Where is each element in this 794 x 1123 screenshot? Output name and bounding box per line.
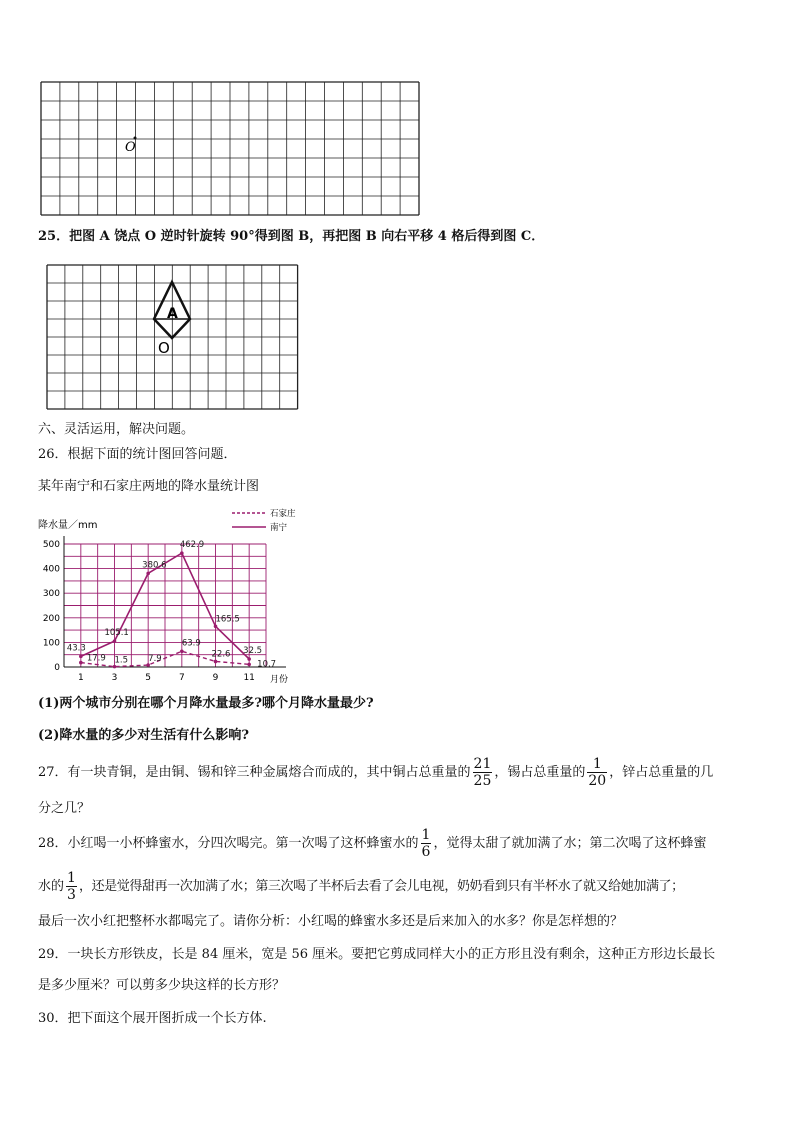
chart-data-label: 22.6: [211, 649, 231, 660]
question-27-text-3: ，锌占总重量的几: [609, 765, 714, 780]
question-27-text-2: ，锡占总重量的: [494, 765, 586, 780]
question-28-text-2: ，觉得太甜了就加满了水；第二次喝了这杯蜂蜜: [433, 836, 707, 851]
chart-data-point: [214, 660, 218, 664]
question-27-line-2: 分之几？: [38, 801, 91, 816]
fraction-denominator: 6: [421, 844, 431, 860]
fraction-denominator: 20: [588, 773, 607, 789]
fraction-1-3: [66, 870, 77, 903]
question-28-text-4: ，还是觉得甜再一次加满了水；第三次喝了半杯后去看了会儿电视，奶奶看到只有半杯水了就又给她加满了；: [78, 879, 684, 894]
chart-x-axis-label: 月份: [270, 675, 289, 685]
question-26: 26．根据下面的统计图回答问题．: [38, 447, 237, 462]
chart-x-tick-label: 7: [178, 673, 185, 683]
question-27-text-1: 27．有一块青铜，是由铜、锡和锌三种金属熔合而成的，其中铜占总重量的: [38, 765, 471, 780]
chart-data-label: 32.5: [243, 646, 263, 657]
question-25: 25．把图 A 饶点 O 逆时针旋转 90°得到图 B，再把图 B 向右平移 4 格后得到图 C．: [38, 229, 545, 244]
chart-legend-label: 石家庄: [270, 509, 296, 519]
chart-y-tick-label: 400: [42, 564, 60, 575]
fraction-1-6: [421, 827, 432, 860]
chart-data-point: [113, 639, 117, 643]
grid-2: [46, 264, 300, 410]
chart-data-point: [79, 661, 83, 665]
chart-data-label: 10.7: [257, 659, 277, 670]
precipitation-chart: [34, 504, 314, 686]
chart-data-point: [180, 551, 184, 555]
chart-data-label: 43.3: [66, 643, 86, 654]
question-28-line-2: [38, 868, 684, 906]
fraction-numerator: 1: [587, 756, 607, 773]
chart-data-label: 1.5: [114, 655, 129, 666]
fraction-21-25: [473, 756, 493, 789]
question-28-line-1: [38, 825, 706, 863]
chart-x-tick-label: 5: [145, 673, 152, 683]
question-28-line-3: 最后一次小红把整杯水都喝完了。请你分析：小红喝的蜂蜜水多还是后来加入的水多？你是怎样想的？: [38, 914, 624, 929]
fraction-denominator: 25: [473, 773, 492, 789]
chart-data-point: [79, 655, 83, 659]
chart-y-axis-label: 降水量／mm: [38, 520, 98, 531]
chart-y-tick-label: 500: [42, 540, 60, 550]
chart-data-point: [214, 624, 218, 628]
chart-data-point: [146, 572, 150, 576]
question-29-line-1: 29．一块长方形铁皮，长是 84 厘米，宽是 56 厘米。要把它剪成同样大小的正方形且没有剩余，这种正方形边长最长: [38, 947, 716, 962]
chart-data-label: 165.5: [215, 614, 240, 625]
question-29-line-2: 是多少厘米？可以剪多少块这样的长方形？: [38, 978, 286, 993]
chart-x-tick-label: 1: [77, 673, 84, 683]
question-28-text-3: 水的: [38, 879, 65, 894]
fraction-1-20: [587, 756, 607, 789]
section-6-title: 六、灵活运用，解决问题。: [38, 422, 195, 437]
grid-1-point-label: O: [125, 140, 136, 155]
chart-legend: [232, 508, 296, 533]
chart-x-tick-label: 3: [111, 673, 118, 683]
question-28-text-1: 28．小红喝一小杯蜂蜜水，分四次喝完。第一次喝了这杯蜂蜜水的: [38, 836, 419, 851]
chart-data-label: 63.9: [181, 638, 201, 649]
chart-y-tick-label: 0: [54, 663, 60, 673]
chart-title: 某年南宁和石家庄两地的降水量统计图: [38, 479, 260, 494]
chart-y-tick-label: 100: [42, 638, 60, 649]
chart-data-label: 7.9: [148, 654, 162, 665]
fraction-numerator: 1: [67, 870, 76, 886]
fraction-denominator: 3: [67, 887, 76, 903]
chart-data-point: [247, 663, 251, 667]
chart-data-point: [180, 649, 184, 653]
grid-2-point-label: O: [158, 339, 170, 357]
grid-1-lines: [41, 82, 419, 215]
question-27-line-1: [38, 754, 713, 792]
chart-y-tick-label: 300: [42, 589, 60, 600]
chart-data-point: [247, 657, 251, 661]
figure-a-label: A: [167, 306, 178, 322]
question-30: 30．把下面这个展开图折成一个长方体.: [38, 1011, 267, 1026]
chart-data-label: 105.1: [104, 628, 129, 639]
chart-x-tick-label: 9: [212, 673, 219, 683]
chart-x-tick-label: 11: [243, 673, 255, 683]
chart-legend-label: 南宁: [270, 523, 288, 533]
chart-data-label: 380.6: [142, 560, 167, 571]
fraction-numerator: 1: [421, 827, 431, 843]
chart-y-tick-label: 200: [42, 613, 60, 624]
fraction-numerator: 21: [473, 756, 492, 772]
question-26-part-1: (1)两个城市分别在哪个月降水量最多?哪个月降水量最少?: [38, 696, 374, 711]
grid-1: [40, 81, 422, 217]
chart-data-label: 17.9: [86, 653, 106, 664]
chart-data-label: 462.9: [179, 540, 205, 551]
question-26-part-2: (2)降水量的多少对生活有什么影响?: [38, 728, 249, 743]
